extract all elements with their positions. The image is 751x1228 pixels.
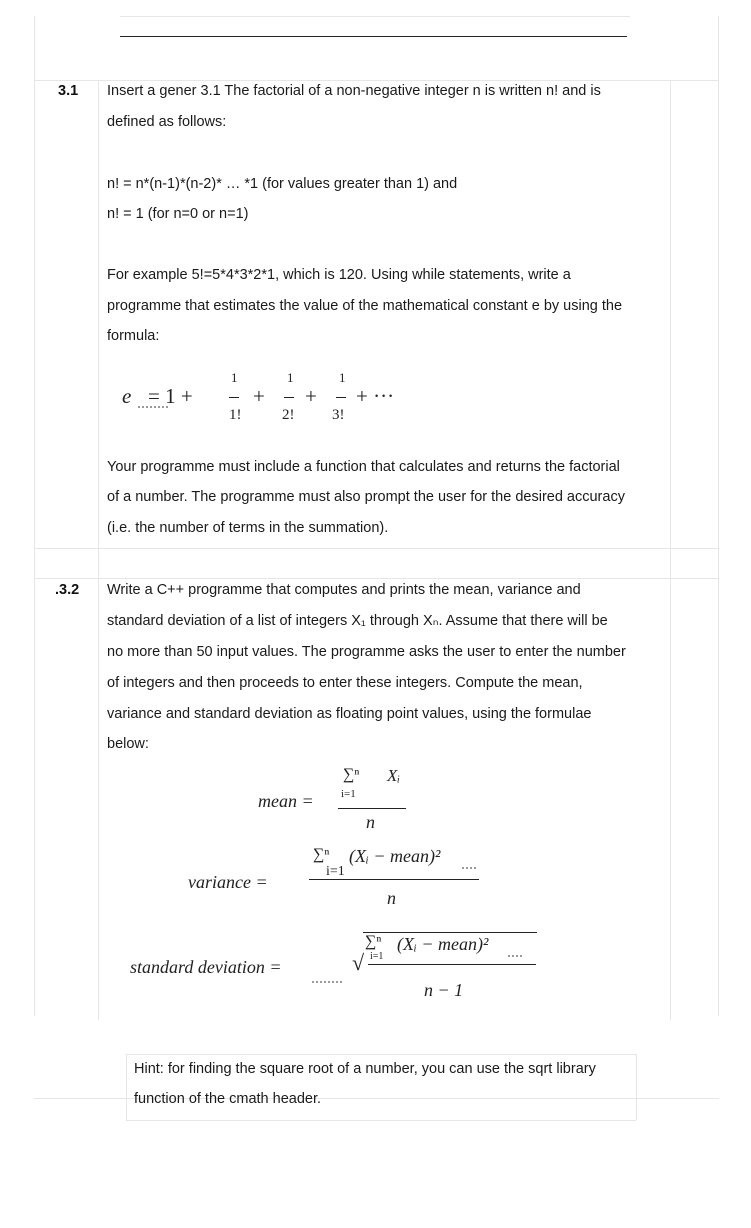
example-line-2: programme that estimates the value of the mathematical constant e by using the — [107, 298, 623, 314]
definition-line-2: n! = 1 (for n=0 or n=1) — [107, 206, 249, 222]
mean-label: mean = — [258, 791, 314, 811]
grid-line — [670, 80, 671, 1020]
plus-ellipsis: + ··· — [356, 384, 395, 408]
task-line-4: of integers and then proceeds to enter these integers. Compute the mean, — [107, 675, 583, 691]
example-line-1: For example 5!=5*4*3*2*1, which is 120. Using while statements, write a — [107, 267, 571, 283]
denominator-2: 2! — [282, 407, 295, 423]
mean-index: i=1 — [341, 788, 356, 800]
stddev-sigma: ∑ⁿ — [365, 933, 382, 950]
mean-term: Xᵢ — [387, 766, 401, 785]
task-line-3: no more than 50 input values. The programme asks the user to enter the number — [107, 644, 626, 660]
spell-underline — [508, 952, 522, 957]
variance-denominator: n — [387, 888, 396, 908]
grid-line — [718, 16, 719, 1016]
section-number-3-2: .3.2 — [55, 582, 80, 598]
fraction-bar-3 — [336, 397, 346, 398]
variance-term: (Xᵢ − mean)² — [349, 846, 441, 866]
fraction-bar-1 — [229, 397, 239, 398]
e-symbol: e — [122, 384, 132, 408]
mean-sigma: ∑ⁿ — [343, 766, 360, 783]
stddev-fraction-bar — [368, 964, 536, 965]
definition-line-1: n! = n*(n-1)*(n-2)* … *1 (for values greater than 1) and — [107, 176, 458, 192]
radical-overline — [363, 932, 537, 933]
plus-1: + — [253, 384, 265, 408]
variance-label: variance = — [188, 872, 268, 892]
hint-line-2: function of the cmath header. — [134, 1091, 322, 1107]
stddev-radical: √ — [352, 950, 365, 975]
grid-line — [34, 548, 719, 549]
intro-line-1: Insert a gener 3.1 The factorial of a non-negative integer n is written n! and is — [107, 83, 601, 99]
task-line-5: variance and standard deviation as floating point values, using the formulae — [107, 706, 592, 722]
plus-2: + — [305, 384, 317, 408]
numerator-3: 1 — [339, 370, 346, 385]
grid-line — [120, 16, 630, 17]
equals-one-plus: = 1 + — [148, 384, 193, 408]
grid-line — [126, 1054, 127, 1120]
grid-line — [126, 1054, 636, 1055]
variance-index: i=1 — [326, 864, 345, 879]
stddev-denominator: n − 1 — [424, 980, 464, 1000]
intro-line-2: defined as follows: — [107, 114, 227, 130]
task-line-1: Write a C++ programme that computes and prints the mean, variance and — [107, 582, 581, 598]
requirement-line-3: (i.e. the number of terms in the summation). — [107, 520, 389, 536]
grid-line — [98, 80, 99, 1020]
grid-line — [34, 80, 719, 81]
fraction-bar-2 — [284, 397, 294, 398]
numerator-2: 1 — [287, 370, 294, 385]
section-number-3-1: 3.1 — [58, 83, 79, 99]
task-line-6: below: — [107, 736, 149, 752]
requirement-line-2: of a number. The programme must also prompt the user for the desired accuracy — [107, 489, 625, 505]
hint-line-1: Hint: for finding the square root of a number, you can use the sqrt library — [134, 1061, 596, 1077]
example-line-3: formula: — [107, 328, 160, 344]
top-rule — [120, 36, 627, 37]
variance-fraction-bar — [309, 879, 479, 880]
numerator-1: 1 — [231, 370, 238, 385]
variance-sigma: ∑ⁿ — [313, 846, 330, 863]
grid-line — [126, 1120, 636, 1121]
task-line-2: standard deviation of a list of integers X₁ through Xₙ. Assume that there will be — [107, 613, 608, 629]
spell-underline — [312, 978, 342, 983]
requirement-line-1: Your programme must include a function that calculates and returns the factorial — [107, 459, 620, 475]
mean-denominator: n — [366, 812, 375, 832]
denominator-1: 1! — [229, 407, 242, 423]
stddev-label: standard deviation = — [130, 957, 282, 977]
spell-underline — [462, 864, 476, 869]
grid-line — [636, 1054, 637, 1120]
mean-fraction-bar — [338, 808, 406, 809]
stddev-term: (Xᵢ − mean)² — [397, 934, 489, 954]
grid-line — [34, 16, 35, 1016]
denominator-3: 3! — [332, 407, 345, 423]
grid-line — [34, 578, 719, 579]
stddev-index: i=1 — [370, 951, 384, 962]
